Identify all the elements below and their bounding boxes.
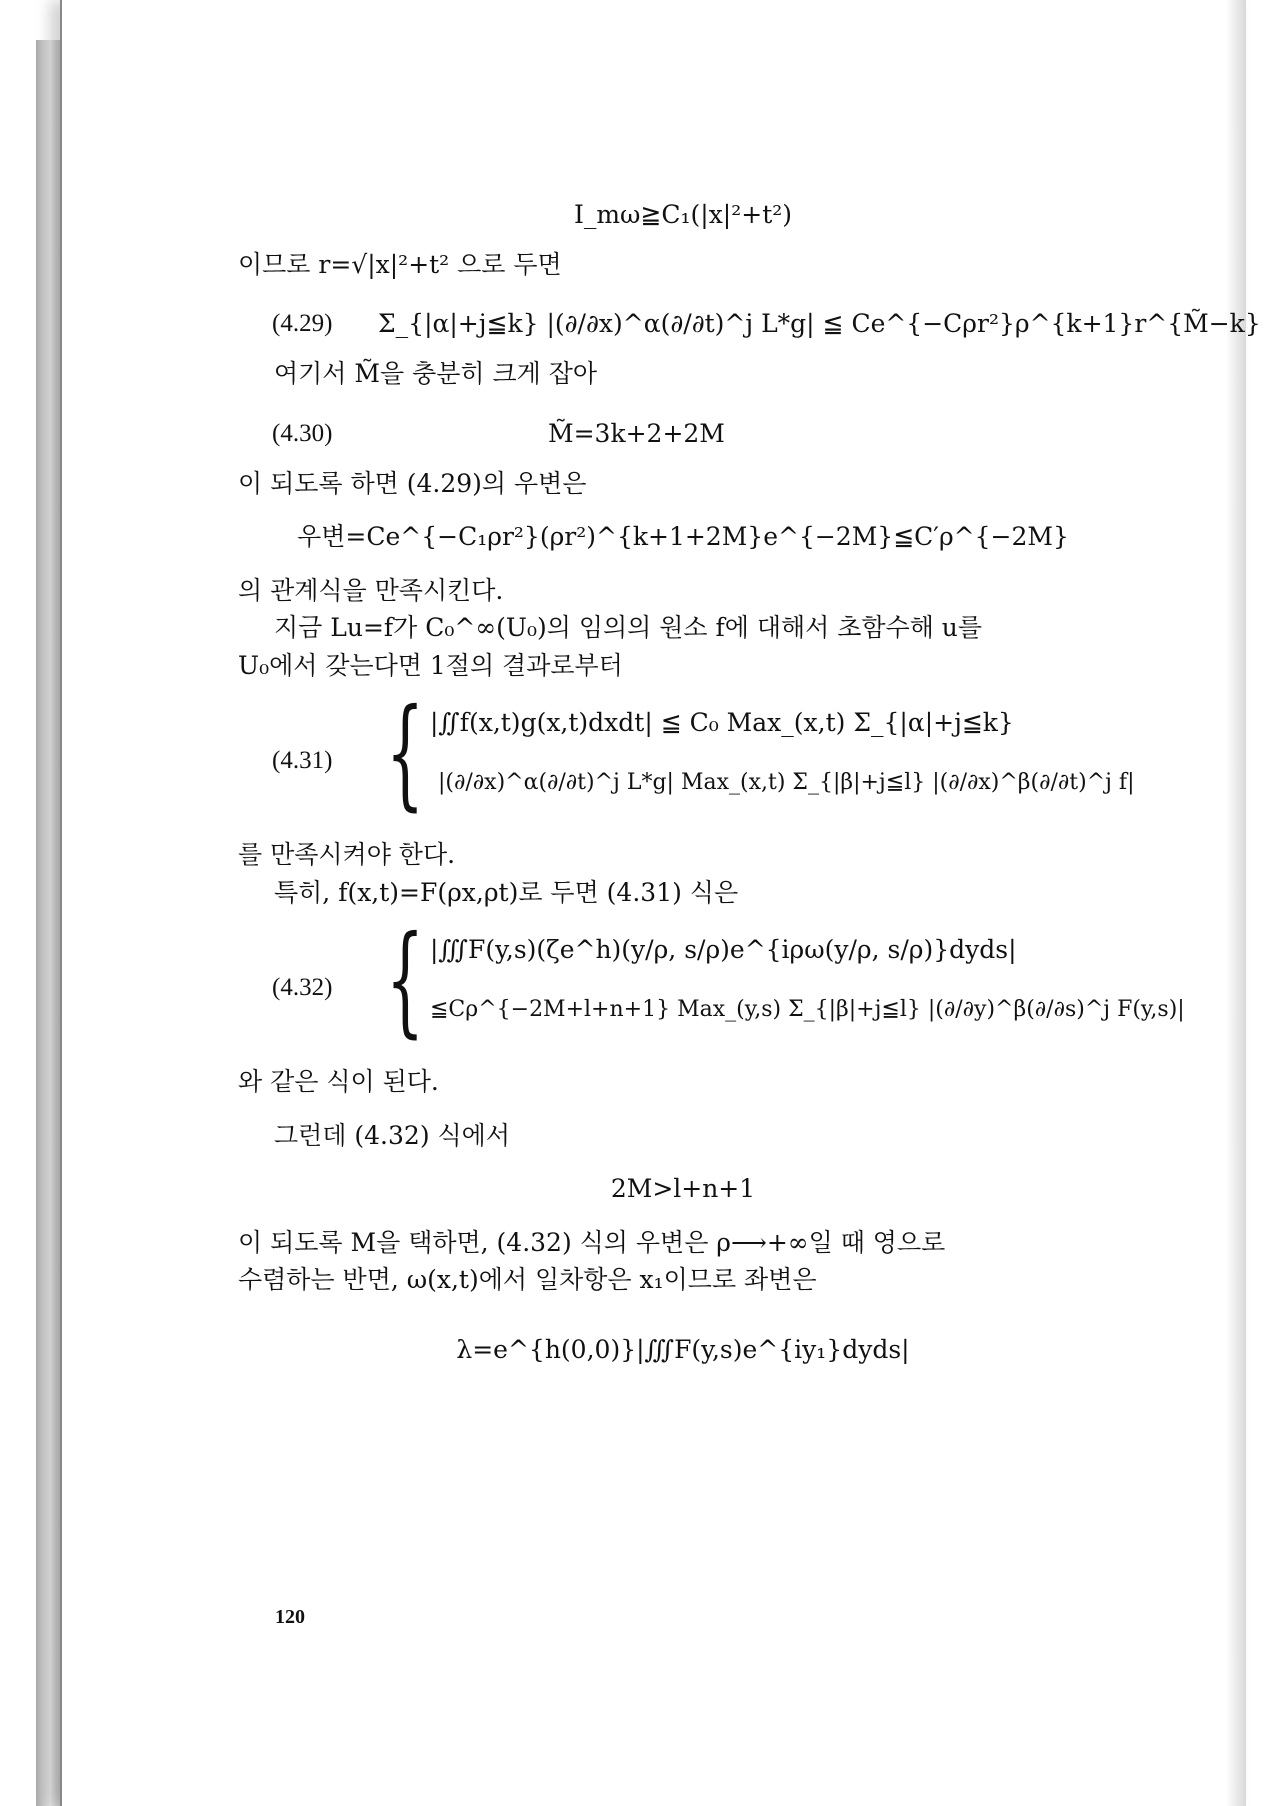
equation-lambda: λ=e^{h(0,0)}|∭F(y,s)e^{iy₁}dyds| (456, 1334, 910, 1364)
equation-top: I_mω≧C₁(|x|²+t²) (573, 200, 793, 229)
equation-body: M̃=3k+2+2M (548, 418, 725, 448)
equation-line-1: |∬f(x,t)g(x,t)dxdt| ≦ C₀ Max_(x,t) Σ_{|α|+j≦k} (430, 708, 1014, 737)
equation-4-29 (248, 299, 1261, 355)
paragraph-line: 를 만족시켜야 한다. (238, 840, 456, 869)
paragraph-line: 그런데 (4.32) 식에서 (274, 1120, 510, 1150)
paragraph-line: 와 같은 식이 된다. (238, 1067, 439, 1096)
equation-line-2: |(∂/∂x)^α(∂/∂t)^j L*g| Max_(x,t) Σ_{|β|+j≦l} |(∂/∂x)^β(∂/∂t)^j f| (438, 770, 1135, 795)
equation-number: (4.30) (272, 419, 333, 447)
equation-number: (4.32) (272, 974, 333, 1001)
paragraph-line: 수렴하는 반면, ω(x,t)에서 일차항은 x₁이므로 좌변은 (238, 1265, 817, 1294)
paragraph-line: 여기서 M̃을 충분히 크게 잡아 (274, 359, 598, 388)
paragraph-line: 특히, f(x,t)=F(ρx,ρt)로 두면 (4.31) 식은 (274, 877, 739, 907)
equation-rhs: 우변=Ce^{−C₁ρr²}(ρr²)^{k+1+2M}e^{−2M}≦C′ρ^{−2M} (297, 522, 1069, 551)
page-number: 120 (275, 1606, 305, 1628)
page-content (238, 196, 1261, 1368)
paragraph-line: 의 관계식을 만족시킨다. (238, 575, 504, 605)
equation-4-32 (248, 911, 1185, 1053)
equation-4-31 (248, 684, 1135, 826)
paragraph-line: 이 되도록 하면 (4.29)의 우변은 (238, 468, 587, 498)
paragraph-line: 이므로 r=√|x|²+t² 으로 두면 (238, 249, 562, 279)
equation-line-1: |∭F(y,s)(ζe^h)(y/ρ, s/ρ)e^{iρω(y/ρ, s/ρ)}dyds| (430, 935, 1017, 964)
paragraph-line: 이 되도록 M을 택하면, (4.32) 식의 우변은 ρ⟶+∞일 때 영으로 (238, 1227, 946, 1257)
paragraph-line: 지금 Lu=f가 C₀^∞(U₀)의 임의의 원소 f에 대해서 초함수해 u를 (274, 613, 983, 642)
equation-number: (4.29) (272, 310, 333, 337)
page-edge (1226, 0, 1246, 1806)
equation-4-30 (248, 409, 1118, 465)
left-brace: { (386, 911, 425, 1050)
left-brace: { (386, 684, 425, 823)
equation-line-2: ≦Cρ^{−2M+l+n+1} Max_(y,s) Σ_{|β|+j≦l} |(∂/∂y)^β(∂/∂s)^j F(y,s)| (430, 997, 1185, 1022)
equation-number: (4.31) (272, 747, 333, 774)
equation-condition: 2M>l+n+1 (610, 1174, 756, 1203)
book-spine (36, 40, 60, 1806)
equation-body: Σ_{|α|+j≦k} |(∂/∂x)^α(∂/∂t)^j L*g| ≦ Ce^{−Cρr²}ρ^{k+1}r^{M̃−k} (378, 309, 1261, 338)
paragraph-line: U₀에서 갖는다면 1절의 결과로부터 (238, 650, 623, 680)
